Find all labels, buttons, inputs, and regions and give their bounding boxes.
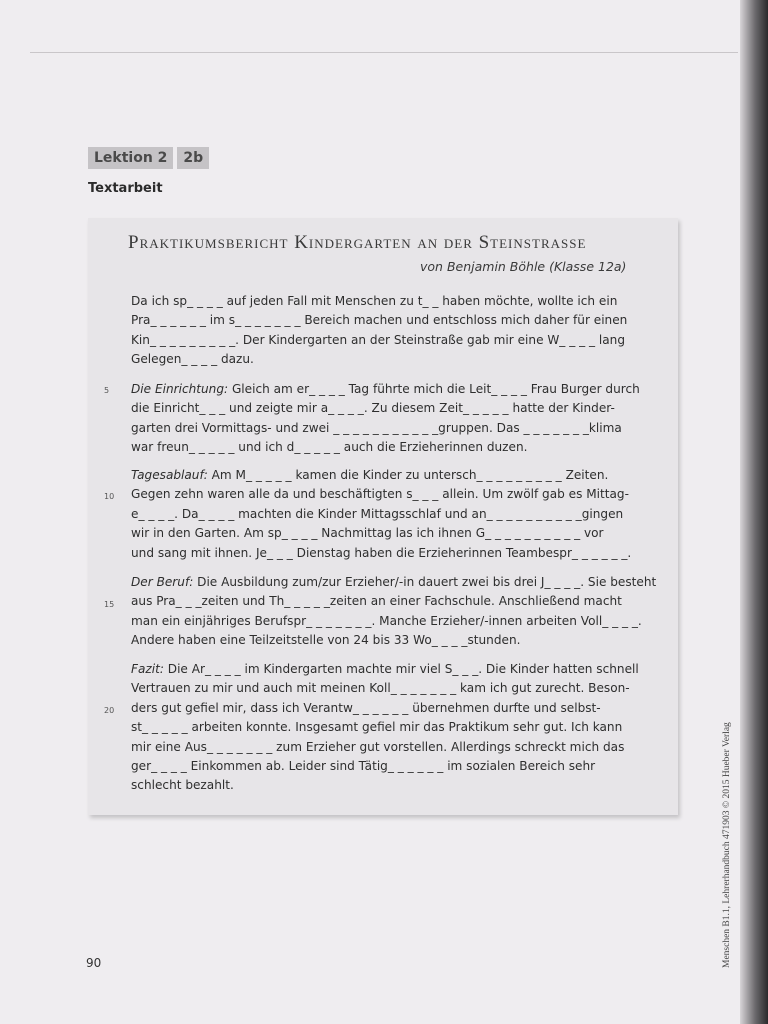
text-line: Kin_ _ _ _ _ _ _ _ _. Der Kindergarten an der Steinstraße gab mir eine W_ _ _ _ lang	[131, 332, 625, 347]
section-title: Textarbeit	[88, 181, 163, 196]
paragraph-label: Fazit:	[131, 662, 164, 676]
line-number: 15	[104, 600, 115, 609]
copyright-notice: Menschen B1.1, Lehrerhandbuch 471903 © 2015 Hueber Verlag	[722, 722, 732, 968]
book-spine	[740, 0, 768, 1024]
line-number: 5	[104, 386, 110, 395]
text-line	[131, 380, 661, 399]
lesson-header	[88, 147, 209, 169]
text-line: die Einricht_ _ _ und zeigte mir a_ _ _ _. Zu diesem Zeit_ _ _ _ _ hatte der Kinder-	[131, 401, 615, 416]
paragraph-einrichtung	[131, 380, 661, 458]
text-segment: Die Ausbildung zum/zur Erzieher/-in dauert zwei bis drei J_ _ _ _. Sie besteht	[193, 575, 657, 589]
text-line: und sang mit ihnen. Je_ _ _ Dienstag haben die Erzieherinnen Teambespr_ _ _ _ _ _.	[131, 545, 632, 560]
line-number: 20	[104, 706, 115, 715]
paragraph-beruf	[131, 573, 661, 651]
text-segment: Gleich am er_ _ _ _ Tag führte mich die Leit_ _ _ _ Frau Burger durch	[228, 382, 640, 396]
paragraph-label: Die Einrichtung:	[131, 382, 229, 396]
text-segment: Die Ar_ _ _ _ im Kindergarten machte mir viel S_ _ _. Die Kinder hatten schnell	[163, 662, 639, 676]
text-line: Vertrauen zu mir und auch mit meinen Koll_ _ _ _ _ _ _ kam ich gut zurecht. Beson-	[131, 681, 630, 696]
paragraph-label: Tagesablauf:	[131, 468, 208, 482]
text-line: war freun_ _ _ _ _ und ich d_ _ _ _ _ auch die Erzieherinnen duzen.	[131, 440, 528, 455]
line-number: 10	[104, 492, 115, 501]
text-line	[131, 573, 661, 592]
unit-label: 2b	[177, 147, 209, 169]
text-line: st_ _ _ _ _ arbeiten konnte. Insgesamt gefiel mir das Praktikum sehr gut. Ich kann	[131, 720, 623, 735]
text-line: Pra_ _ _ _ _ _ im s_ _ _ _ _ _ _ Bereich machen und entschloss mich daher für einen	[131, 313, 628, 328]
text-segment: Am M_ _ _ _ _ kamen die Kinder zu untersch_ _ _ _ _ _ _ _ _ Zeiten.	[207, 468, 609, 482]
lesson-label: Lektion 2	[88, 147, 173, 169]
text-line: Gegen zehn waren alle da und beschäftigten s_ _ _ allein. Um zwölf gab es Mittag-	[131, 487, 629, 502]
text-line: mir eine Aus_ _ _ _ _ _ _ zum Erzieher gut vorstellen. Allerdings schreckt mich das	[131, 739, 625, 754]
paragraph-fazit	[131, 660, 661, 796]
text-line: Andere haben eine Teilzeitstelle von 24 bis 33 Wo_ _ _ _stunden.	[131, 633, 521, 648]
text-line: wir in den Garten. Am sp_ _ _ _ Nachmittag las ich ihnen G_ _ _ _ _ _ _ _ _ _ vor	[131, 526, 604, 541]
text-line: ders gut gefiel mir, dass ich Verantw_ _ _ _ _ _ übernehmen durfte und selbst-	[131, 700, 601, 715]
text-line: aus Pra_ _ _zeiten und Th_ _ _ _ _zeiten an einer Fachschule. Anschließend macht	[131, 594, 622, 609]
text-line: garten drei Vormittags- und zwei _ _ _ _ _ _ _ _ _ _ _gruppen. Das _ _ _ _ _ _ _klima	[131, 420, 622, 435]
report-title: Praktikumsbericht Kindergarten an der Steinstrasse	[128, 232, 587, 253]
text-line	[131, 660, 661, 679]
text-line: e_ _ _ _. Da_ _ _ _ machten die Kinder Mittagsschlaf und an_ _ _ _ _ _ _ _ _ _gingen	[131, 506, 624, 521]
page-number: 90	[86, 956, 102, 970]
text-line: schlecht bezahlt.	[131, 778, 234, 793]
report-author: von Benjamin Böhle (Klasse 12a)	[420, 259, 627, 274]
paragraph-label: Der Beruf:	[131, 575, 194, 589]
text-line: Gelegen_ _ _ _ dazu.	[131, 352, 254, 367]
top-rule	[30, 52, 738, 53]
text-line	[131, 466, 661, 485]
text-line: man ein einjähriges Berufspr_ _ _ _ _ _ _. Manche Erzieher/-innen arbeiten Voll_ _ _ _.	[131, 613, 642, 628]
paragraph-tagesablauf	[131, 466, 661, 563]
paragraph-intro	[131, 292, 661, 370]
text-line: ger_ _ _ _ Einkommen ab. Leider sind Tätig_ _ _ _ _ _ im sozialen Bereich sehr	[131, 758, 596, 773]
text-line: Da ich sp_ _ _ _ auf jeden Fall mit Menschen zu t_ _ haben möchte, wollte ich ein	[131, 294, 618, 308]
